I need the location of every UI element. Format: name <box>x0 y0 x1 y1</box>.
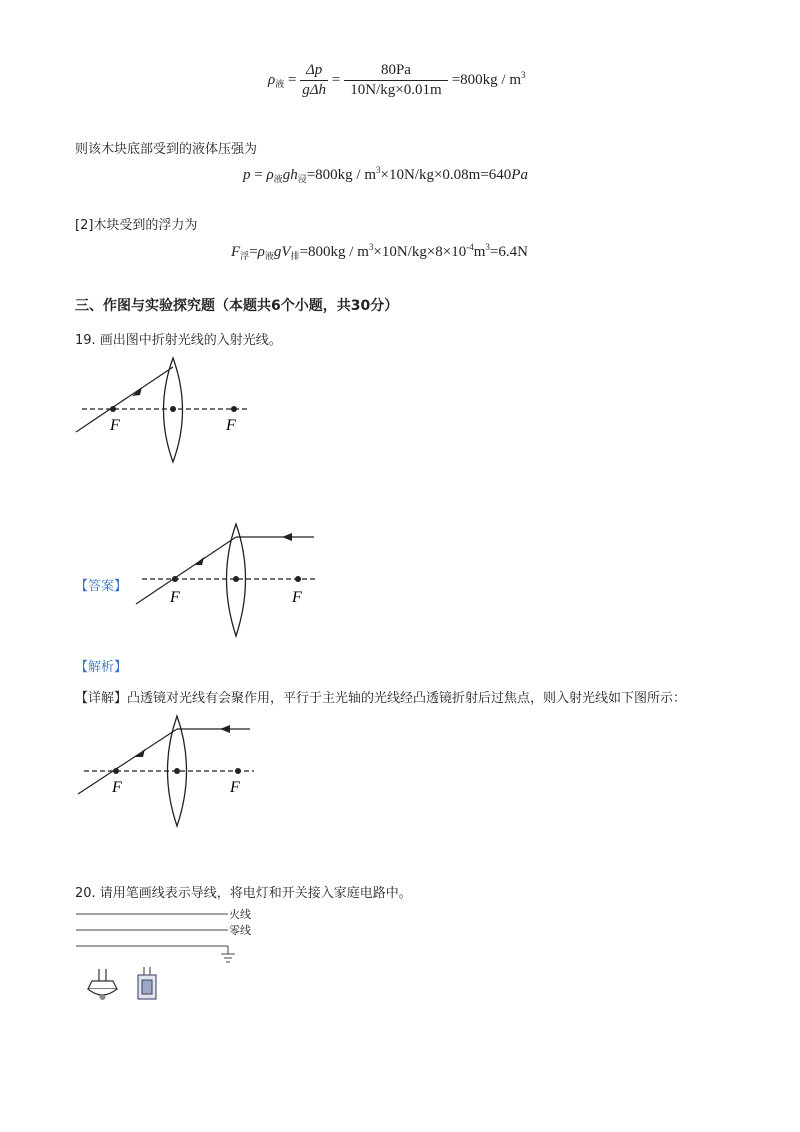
question-20: 20. 请用笔画线表示导线，将电灯和开关接入家庭电路中。 <box>75 886 412 901</box>
focus-label-right: F <box>226 417 236 434</box>
lens-diagram-detail <box>72 712 262 832</box>
analysis-label: 【解析】 <box>75 660 128 675</box>
density-formula: $\rho_液$ = $\frac{\Delta p}{\text{gΔh}}$ = $\frac{80Pa}{10N/kg\times 0.01m}$ $=800kg / m^3$ <box>268 62 526 98</box>
detail-focus-left: F <box>112 779 122 796</box>
answer-focus-left: F <box>170 589 180 606</box>
lamp-icon[interactable] <box>88 969 117 1000</box>
answer-label: 【答案】 <box>75 579 128 594</box>
section-heading: 三、作图与实验探究题（本题共6个小题，共30分） <box>75 298 399 314</box>
pressure-intro-text: 则该木块底部受到的液体压强为 <box>75 142 258 157</box>
detail-focus-right: F <box>230 779 240 796</box>
detail-label: 【详解】 <box>75 691 128 706</box>
buoyancy-formula: $F_浮=\rho_液gV_排=800kg / m^3\times 10N/kg\times 8\times 10^{-4}m^3=6.4N$ <box>231 242 528 262</box>
switch-icon[interactable] <box>138 967 156 999</box>
question-19: 19. 画出图中折射光线的入射光线。 <box>75 333 282 348</box>
lens-diagram-answer <box>130 520 320 640</box>
focus-label-left: F <box>110 417 120 434</box>
detail-text: 凸透镜对光线有会聚作用，平行于主光轴的光线经凸透镜折射后过焦点，则入射光线如下图所示： <box>127 691 687 706</box>
neutral-wire-label: 零线 <box>229 924 251 937</box>
answer-focus-right: F <box>292 589 302 606</box>
lens-diagram-question <box>70 350 260 470</box>
buoyancy-intro-text: [2]木块受到的浮力为 <box>75 218 198 233</box>
detail-paragraph <box>75 687 686 706</box>
pressure-formula: $p = \rho_液gh_浸=800kg / m^3\times 10N/kg\times 0.08m=640Pa$ <box>243 165 528 185</box>
live-wire-label: 火线 <box>229 908 251 921</box>
